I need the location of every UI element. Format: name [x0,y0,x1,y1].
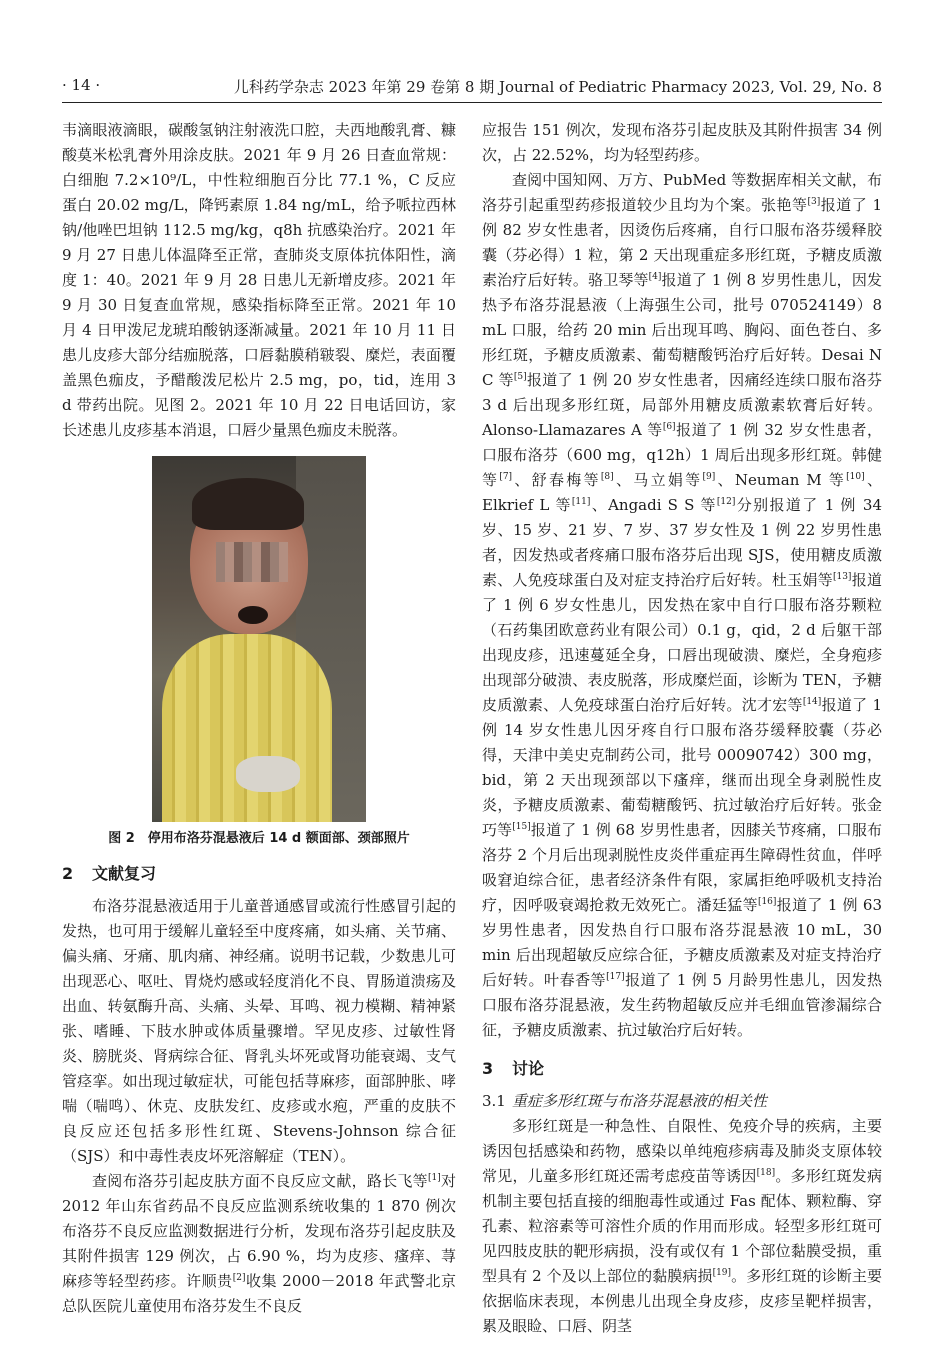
page-number: · 14 · [62,76,101,94]
citation: [16] [757,897,777,907]
citation: [19] [712,1268,732,1278]
left-column [62,118,456,1319]
citation: [3] [807,197,821,207]
section-number: 2 [62,864,74,883]
subsection-title: 重症多形红斑与布洛芬混悬液的相关性 [512,1092,768,1110]
citation: [11] [571,497,591,507]
case-reports-paragraph: 查阅中国知网、万方、PubMed 等数据库相关文献，布洛芬引起重型药疹报道较少且均为个案。张艳等[3]报道了 1 例 82 岁女性患者，因烫伤后疼痛，自行口服布洛芬缓释胶囊（芬必得）1 粒，第 2 天出现重症多形红斑，予糖皮质激素治疗后好转。骆卫琴等[4]报道了 1 例 8 岁男性患儿，因发热予布洛芬混悬液（上海强生公司，批号 070524149）8 mL 口服，给药 20 min 后出现耳鸣、胸闷、面色苍白、多形红斑，予糖皮质激素、葡萄糖酸钙治疗后好转。Desai N C 等[5]报道了 1 例 20 岁女性患者，因痛经连续口服布洛芬 3 d 后出现多形红斑，局部外用糖皮质激素软膏后好转。Alonso-Llamazares A 等[6]报道了 1 例 32 岁女性患者，口服布洛芬（600 mg，q12h）1 周后出现多形红斑。韩健等[7]、舒春梅等[8]、马立娟等[9]、Neuman M 等[10]、Elkrief L 等[11]、Angadi S S 等[12]分别报道了 1 例 34 岁、15 岁、21 岁、7 岁、37 岁女性及 1 例 22 岁男性患者，因发热或者疼痛口服布洛芬后出现 SJS，使用糖皮质激素、人免疫球蛋白及对症支持治疗后好转。杜玉娟等[13]报道了 1 例 6 岁女性患儿，因发热在家中自行口服布洛芬颗粒（石药集团欧意药业有限公司）0.1 g，qid，2 d 后躯干部出现皮疹，迅速蔓延全身，口唇出现破溃、糜烂，全身疱疹出现部分破溃、表皮脱落，形成糜烂面，诊断为 TEN，予糖皮质激素、人免疫球蛋白治疗后好转。沈才宏等[14]报道了 1 例 14 岁女性患儿因牙疼自行口服布洛芬缓释胶囊（芬必得，天津中美史克制药公司，批号 00090742）300 mg，bid，第 2 天出现颈部以下瘙痒，继而出现全身剥脱性皮炎，予糖皮质激素、葡萄糖酸钙、抗过敏治疗后好转。张金巧等[15]报道了 1 例 68 岁男性患者，因膝关节疼痛，口服布洛芬 2 个月后出现剥脱性皮炎伴重症再生障碍性贫血，伴呼吸窘迫综合征，患者经济条件有限，家属拒绝呼吸机支持治疗，因呼吸衰竭抢救无效死亡。潘廷猛等[16]报道了 1 例 63 岁男性患者，因发热自行口服布洛芬混悬液 10 mL，30 min 后出现超敏反应综合征，予糖皮质激素及对症支持治疗后好转。叶春香等[17]报道了 1 例 5 月龄男性患儿，因发热口服布洛芬混悬液，发生药物超敏反应并毛细血管渗漏综合征，予糖皮质激素、抗过敏治疗后好转。 [482,171,883,1039]
photo-hair [192,478,304,530]
section-title: 文献复习 [92,864,157,883]
patient-photo [152,456,366,822]
citation: [1] [427,1173,441,1183]
citation: [12] [716,497,736,507]
citation: [18] [756,1168,776,1178]
discussion-paragraph: 多形红斑是一种急性、自限性、免疫介导的疾病，主要诱因包括感染和药物，感染以单纯疱疹病毒及肺炎支原体较常见，儿童多形红斑还需考虑疫苗等诱因[18]。多形红斑发病机制主要包括直接的细胞毒性或通过 Fas 配体、颗粒酶、穿孔素、粒溶素等可溶性介质的作用而形成。轻型多形红斑可见四肢皮肤的靶形病损，没有或仅有 1 个部位黏膜受损，重型具有 2 个及以上部位的黏膜病损[19]。多形红斑的诊断主要依据临床表现，本例患儿出现全身皮疹，皮疹呈靶样损害，累及眼睑、口唇、阴茎 [482,1117,882,1335]
figure-2 [62,456,456,848]
literature-paragraph: 查阅布洛芬引起皮肤方面不良反应文献，路长飞等[1]对 2012 年山东省药品不良反应监测系统收集的 1 870 例次布洛芬不良反应监测数据进行分析，发现布洛芬引起皮肤及其附件损害 129 例次，占 6.90 %，均为皮疹、瘙痒、荨麻疹等轻型药疹。许顺贵[2]收集 2000－2018 年武警北京总队医院儿童使用布洛芬发生不良反 [62,1172,456,1315]
citation: [7] [499,472,513,482]
subsection-number: 3.1 [482,1092,506,1110]
photo-shirt [162,634,332,822]
drug-description-paragraph: 布洛芬混悬液适用于儿童普通感冒或流行性感冒引起的发热，也可用于缓解儿童轻至中度疼痛，如头痛、关节痛、偏头痛、牙痛、肌肉痛、神经痛。说明书记载，少数患儿可出现恶心、呕吐、胃烧灼感或轻度消化不良、胃肠道溃疡及出血、转氨酶升高、头痛、头晕、耳鸣、视力模糊、精神紧张、嗜睡、下肢水肿或体质量骤增。罕见皮疹、过敏性肾炎、膀胱炎、肾病综合征、肾乳头坏死或肾功能衰竭、支气管痉挛。如出现过敏症状，可能包括荨麻疹，面部肿胀、哮喘（喘鸣）、休克、皮肤发红、皮疹或水疱，严重的皮肤不良反应还包括多形性红斑、Stevens-Johnson 综合征（SJS）和中毒性表皮坏死溶解症（TEN）。 [62,897,456,1165]
citation: [13] [832,572,852,582]
photo-bandaged-hand [236,756,300,792]
citation: [15] [512,822,531,832]
citation: [10] [846,472,865,482]
subsection-heading-3-1 [482,1089,882,1114]
right-column [482,118,882,1339]
section-heading-2 [62,862,456,886]
section-title: 讨论 [512,1059,545,1078]
citation: [17] [606,972,625,982]
citation: [5] [513,372,527,382]
running-header [62,72,882,103]
figure-caption: 图 2 停用布洛芬混悬液后 14 d 额面部、颈部照片 [108,831,410,846]
citation: [6] [662,422,676,432]
section-number: 3 [482,1059,494,1078]
citation: [4] [648,272,662,282]
case-paragraph: 韦滴眼液滴眼，碳酸氢钠注射液洗口腔，夫西地酸乳膏、糠酸莫米松乳膏外用涂皮肤。2021 年 9 月 26 日查血常规：白细胞 7.2×10⁹/L，中性粒细胞百分比 77.1 %，C 反应蛋白 20.02 mg/L，降钙素原 1.84 ng/mL，给予哌拉西林钠/他唑巴坦钠 112.5 mg/kg，q8h 抗感染治疗。2021 年 9 月 27 日患儿体温降至正常，查肺炎支原体抗体阳性，滴度 1：40。2021 年 9 月 28 日患儿无新增皮疹。2021 年 9 月 30 日复查血常规，感染指标降至正常。2021 年 10 月 4 日甲泼尼龙琥珀酸钠逐渐减量。2021 年 10 月 11 日患儿皮疹大部分结痂脱落，口唇黏膜稍皲裂、糜烂，表面覆盖黑色痂皮，予醋酸泼尼松片 2.5 mg，po，tid，连用 3 d 带药出院。见图 2。2021 年 10 月 22 日电话回访，家长述患儿皮疹基本消退，口唇少量黑色痂皮未脱落。 [62,121,456,439]
journal-title: 儿科药学杂志 2023 年第 29 卷第 8 期 Journal of Pediatric Pharmacy 2023, Vol. 29, No. 8 [233,78,882,96]
citation: [8] [600,472,614,482]
citation: [9] [702,472,716,482]
citation: [2] [232,1273,246,1283]
citation: [14] [802,697,822,707]
section-heading-3 [482,1057,882,1081]
photo-eye-mosaic [216,542,288,582]
photo-lip-lesion [238,606,268,624]
continued-paragraph: 应报告 151 例次，发现布洛芬引起皮肤及其附件损害 34 例次，占 22.52%，均为轻型药疹。 [482,121,882,164]
